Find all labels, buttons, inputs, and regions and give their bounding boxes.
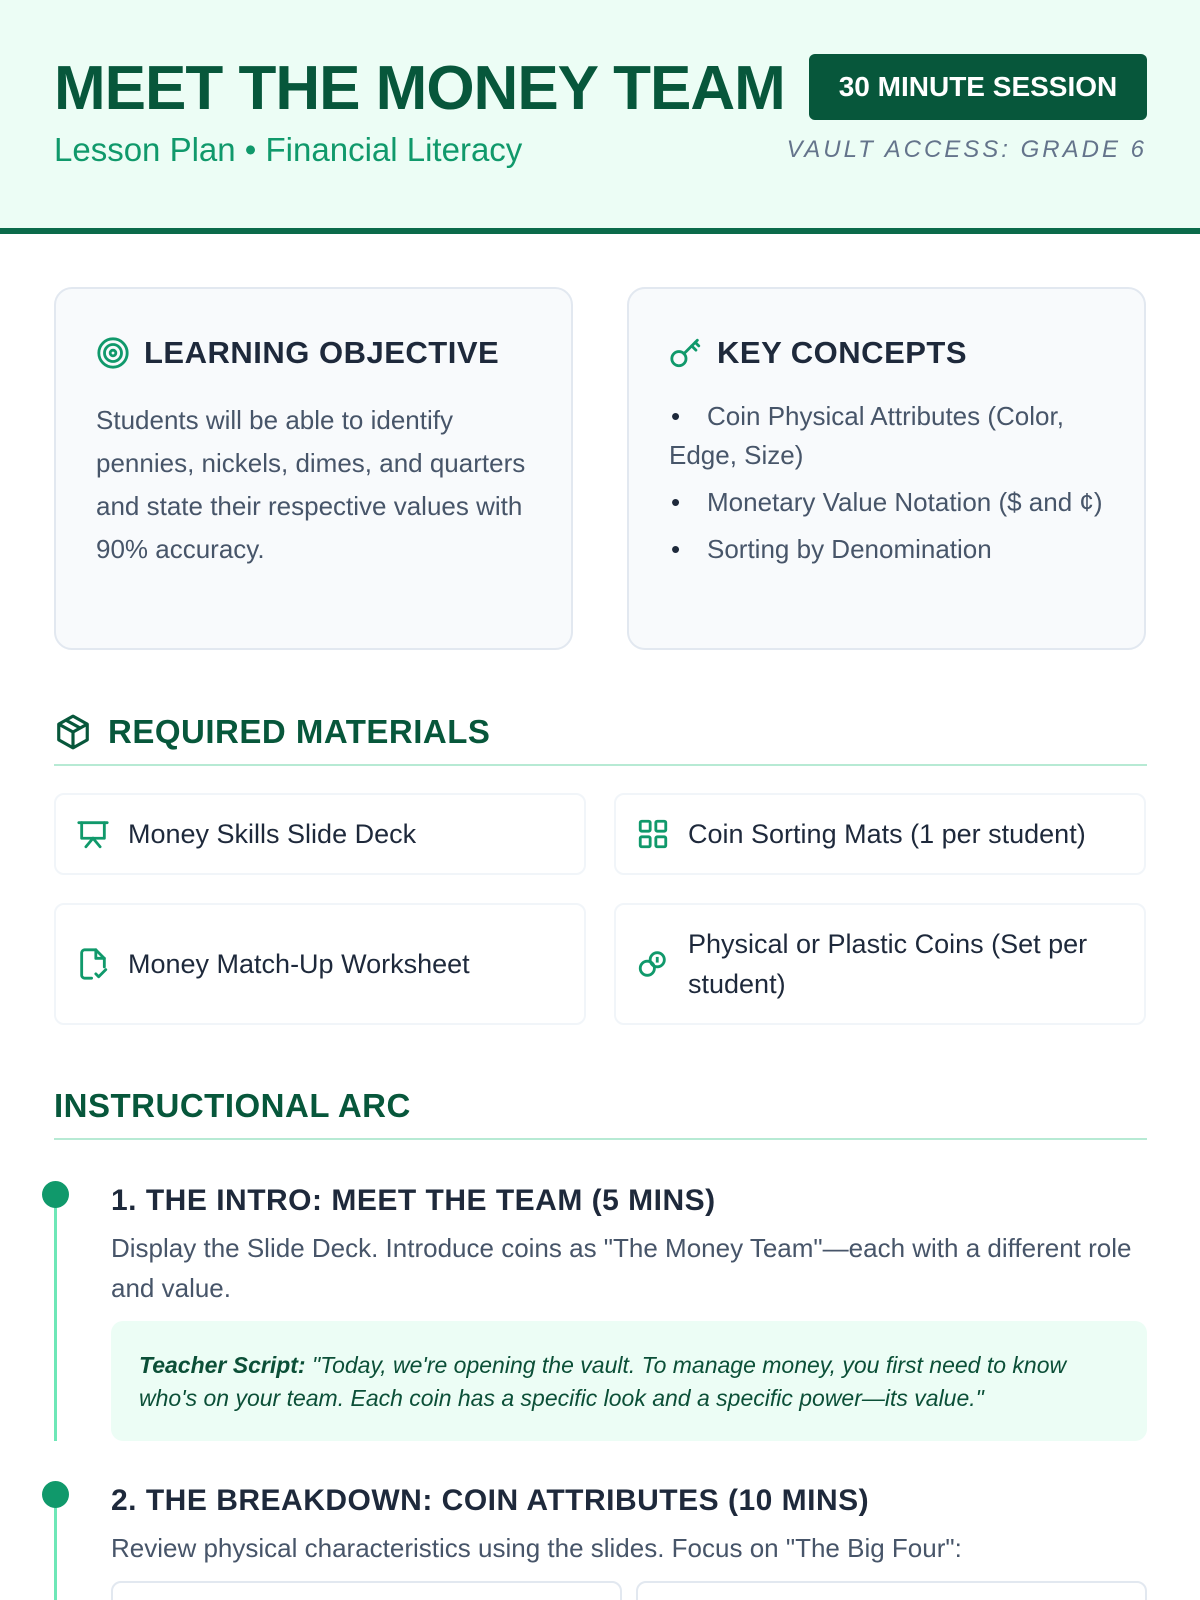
session-badge: 30 MINUTE SESSION xyxy=(809,54,1147,120)
coin-card xyxy=(111,1581,622,1600)
step-2-title: 2. THE BREAKDOWN: COIN ATTRIBUTES (10 MINS) xyxy=(111,1484,870,1517)
teacher-script xyxy=(111,1321,1147,1441)
step-1-title: 1. THE INTRO: MEET THE TEAM (5 MINS) xyxy=(111,1184,716,1217)
timeline-line xyxy=(54,1193,57,1441)
lesson-header xyxy=(0,0,1200,234)
step-2-description: Review physical characteristics using the slides. Focus on "The Big Four": xyxy=(111,1533,962,1563)
learning-objective-heading xyxy=(96,335,499,371)
key-concepts-card xyxy=(627,287,1146,650)
presentation-icon xyxy=(76,817,110,851)
coins-icon xyxy=(636,947,670,981)
material-coins xyxy=(614,903,1146,1025)
step-1-description: Display the Slide Deck. Introduce coins as "The Money Team"—each with a different role and value. xyxy=(111,1233,1132,1303)
key-concepts-title: KEY CONCEPTS xyxy=(717,335,968,370)
list-item: • Sorting by Denomination xyxy=(669,530,1119,569)
learning-objective-title: LEARNING OBJECTIVE xyxy=(144,335,500,370)
required-materials-heading xyxy=(54,700,1147,766)
key-concepts-heading xyxy=(669,335,967,371)
learning-objective-card xyxy=(54,287,573,650)
target-icon xyxy=(96,336,130,370)
material-slide-deck xyxy=(54,793,586,875)
instructional-arc-title: INSTRUCTIONAL ARC xyxy=(54,1087,411,1124)
learning-objective-text: Students will be able to identify pennies, nickels, dimes, and quarters and state their respective values with 90% accuracy. xyxy=(96,405,526,564)
grid-icon xyxy=(636,817,670,851)
material-label: Coin Sorting Mats (1 per student) xyxy=(688,819,1086,849)
key-concepts-list xyxy=(669,397,1119,577)
key-icon xyxy=(669,336,703,370)
package-icon xyxy=(54,713,92,751)
coin-card xyxy=(636,1581,1147,1600)
material-label: Money Match-Up Worksheet xyxy=(128,949,470,979)
instructional-arc-heading xyxy=(54,1074,1147,1140)
list-item: • Monetary Value Notation ($ and ¢) xyxy=(669,483,1119,522)
list-item: • Coin Physical Attributes (Color, Edge, Size) xyxy=(669,397,1119,475)
timeline-dot xyxy=(42,1181,69,1208)
timeline-line xyxy=(54,1494,57,1600)
page-title: MEET THE MONEY TEAM xyxy=(54,54,785,123)
material-sorting-mats xyxy=(614,793,1146,875)
teacher-script-label: Teacher Script: xyxy=(139,1352,306,1378)
material-label: Physical or Plastic Coins (Set per student) xyxy=(688,929,1088,999)
teacher-script-text: "Today, we're opening the vault. To manage money, you first need to know who's on your team. Each coin has a specific look and a specific power—its value." xyxy=(139,1352,1067,1411)
timeline-dot xyxy=(42,1481,69,1508)
vault-access-label: VAULT ACCESS: GRADE 6 xyxy=(786,136,1147,163)
material-worksheet xyxy=(54,903,586,1025)
required-materials-title: REQUIRED MATERIALS xyxy=(108,713,491,750)
material-label: Money Skills Slide Deck xyxy=(128,819,417,849)
page-subtitle: Lesson Plan • Financial Literacy xyxy=(54,131,523,168)
worksheet-icon xyxy=(76,947,110,981)
